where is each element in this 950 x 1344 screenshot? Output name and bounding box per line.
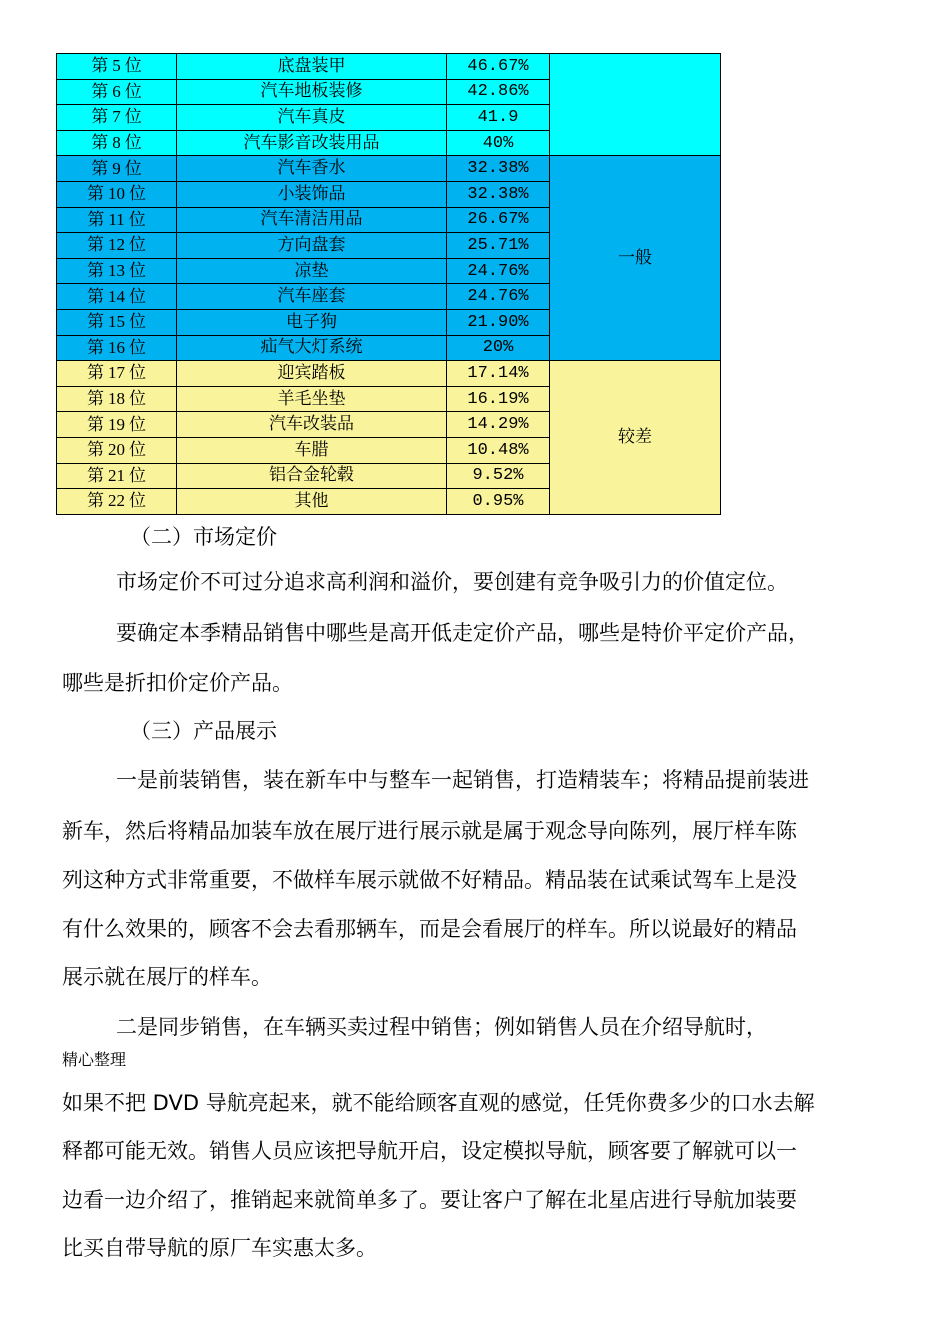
rank-suffix: 位: [129, 389, 146, 410]
rank-prefix: 第: [87, 286, 104, 307]
rank-number: 10: [108, 184, 125, 204]
rank-cell: [57, 130, 177, 156]
rank-suffix: 位: [124, 107, 142, 128]
rank-prefix: 第: [91, 56, 109, 77]
rank-number: 6: [112, 81, 121, 101]
rank-cell: [57, 463, 177, 489]
rank-number: 20: [108, 440, 125, 460]
rank-cell: [57, 54, 177, 80]
paragraph-pricing-2-line2: 哪些是折扣价定价产品。: [62, 671, 293, 695]
rank-suffix: 位: [129, 235, 146, 256]
rank-prefix: 第: [91, 107, 109, 128]
percentage-cell: 24.76%: [447, 284, 550, 310]
ranking-table: [56, 53, 721, 515]
percentage-cell: 32.38%: [447, 181, 550, 207]
item-cell: 汽车真皮: [177, 105, 447, 131]
item-cell: 方向盘套: [177, 233, 447, 259]
percentage-cell: 21.90%: [447, 309, 550, 335]
item-cell: 电子狗: [177, 309, 447, 335]
section-heading-display: （三）产品展示: [130, 719, 277, 743]
rank-suffix: 位: [124, 158, 142, 179]
rank-suffix: 位: [129, 363, 146, 384]
rank-prefix: 第: [91, 133, 109, 154]
rank-cell: [57, 361, 177, 387]
rank-cell: [57, 412, 177, 438]
rank-number: 17: [108, 363, 125, 383]
rank-number: 15: [108, 312, 125, 332]
rank-prefix: 第: [87, 414, 104, 435]
rank-number: 5: [112, 56, 121, 76]
percentage-cell: 26.67%: [447, 207, 550, 233]
percentage-cell: 14.29%: [447, 412, 550, 438]
rank-number: 7: [112, 107, 121, 127]
rank-prefix: 第: [87, 440, 104, 461]
rank-suffix: 位: [129, 286, 146, 307]
rank-number: 11: [108, 209, 125, 229]
paragraph-display-1-line5: 展示就在展厅的样车。: [62, 965, 272, 989]
paragraph-pricing-2-line1: 要确定本季精品销售中哪些是高开低走定价产品，哪些是特价平定价产品，: [116, 621, 809, 645]
rank-prefix: 第: [87, 363, 104, 384]
rank-cell: [57, 207, 177, 233]
item-cell: 铝合金轮毂: [177, 463, 447, 489]
percentage-cell: 9.52%: [447, 463, 550, 489]
percentage-cell: 0.95%: [447, 489, 550, 515]
rank-cell: [57, 156, 177, 182]
paragraph-display-1-line1: 一是前装销售，装在新车中与整车一起销售，打造精装车；将精品提前装进: [116, 768, 809, 792]
rank-number: 13: [108, 261, 125, 281]
percentage-cell: 40%: [447, 130, 550, 156]
rank-cell: [57, 335, 177, 361]
ranking-table-body: [57, 54, 721, 515]
rank-cell: [57, 284, 177, 310]
percentage-cell: 16.19%: [447, 386, 550, 412]
grade-cell-bottom: 较差: [550, 361, 721, 515]
paragraph-display-3-line3: 边看一边介绍了，推销起来就简单多了。要让客户了解在北星店进行导航加装要: [62, 1188, 797, 1212]
rank-suffix: 位: [129, 312, 146, 333]
rank-number: 8: [112, 133, 121, 153]
paragraph-display-1-line4: 有什么效果的，顾客不会去看那辆车，而是会看展厅的样车。所以说最好的精品: [62, 917, 797, 941]
rank-prefix: 第: [87, 261, 104, 282]
rank-suffix: 位: [124, 56, 142, 77]
percentage-cell: 42.86%: [447, 79, 550, 105]
paragraph-pricing-1: 市场定价不可过分追求高利润和溢价，要创建有竞争吸引力的价值定位。: [116, 570, 788, 594]
rank-suffix: 位: [129, 440, 146, 461]
rank-prefix: 第: [87, 465, 104, 486]
page-note: 精心整理: [62, 1050, 127, 1069]
rank-suffix: 位: [129, 184, 146, 205]
rank-prefix: 第: [87, 389, 104, 410]
item-cell: 汽车影音改装用品: [177, 130, 447, 156]
rank-prefix: 第: [87, 491, 104, 512]
rank-suffix: 位: [128, 209, 146, 230]
percentage-cell: 10.48%: [447, 437, 550, 463]
rank-cell: [57, 489, 177, 515]
rank-cell: [57, 437, 177, 463]
rank-cell: [57, 309, 177, 335]
grade-cell-top: [550, 54, 721, 156]
table-row: [57, 361, 721, 387]
item-cell: 其他: [177, 489, 447, 515]
rank-number: 12: [108, 235, 125, 255]
percentage-cell: 25.71%: [447, 233, 550, 259]
rank-prefix: 第: [91, 158, 109, 179]
rank-prefix: 第: [87, 184, 104, 205]
paragraph-display-3-line1: 如果不把 DVD 导航亮起来，就不能给顾客直观的感觉，任凭你费多少的口水去解: [62, 1091, 815, 1115]
rank-number: 14: [108, 286, 125, 306]
paragraph-display-1-line3: 列这种方式非常重要，不做样车展示就做不好精品。精品装在试乘试驾车上是没: [62, 868, 797, 892]
rank-cell: [57, 105, 177, 131]
percentage-cell: 41.9: [447, 105, 550, 131]
item-cell: 小装饰品: [177, 181, 447, 207]
percentage-cell: 32.38%: [447, 156, 550, 182]
rank-cell: [57, 386, 177, 412]
percentage-cell: 24.76%: [447, 258, 550, 284]
grade-cell-middle: 一般: [550, 156, 721, 361]
rank-cell: [57, 79, 177, 105]
paragraph-display-3-line2: 释都可能无效。销售人员应该把导航开启，设定模拟导航，顾客要了解就可以一: [62, 1139, 797, 1163]
item-cell: 羊毛坐垫: [177, 386, 447, 412]
item-cell: 汽车改装品: [177, 412, 447, 438]
rank-prefix: 第: [87, 209, 105, 230]
percentage-cell: 20%: [447, 335, 550, 361]
item-cell: 凉垫: [177, 258, 447, 284]
rank-cell: [57, 233, 177, 259]
rank-cell: [57, 258, 177, 284]
item-cell: 汽车清洁用品: [177, 207, 447, 233]
rank-number: 18: [108, 389, 125, 409]
table-row: [57, 156, 721, 182]
item-cell: 汽车地板装修: [177, 79, 447, 105]
rank-prefix: 第: [91, 81, 109, 102]
rank-suffix: 位: [124, 133, 142, 154]
rank-number: 21: [108, 465, 125, 485]
rank-cell: [57, 181, 177, 207]
item-cell: 车腊: [177, 437, 447, 463]
rank-suffix: 位: [129, 491, 146, 512]
item-cell: 迎宾踏板: [177, 361, 447, 387]
section-heading-pricing: （二）市场定价: [130, 525, 277, 549]
item-cell: 底盘装甲: [177, 54, 447, 80]
rank-number: 16: [108, 337, 125, 357]
rank-suffix: 位: [129, 337, 146, 358]
percentage-cell: 17.14%: [447, 361, 550, 387]
rank-prefix: 第: [87, 235, 104, 256]
percentage-cell: 46.67%: [447, 54, 550, 80]
paragraph-display-2-line1: 二是同步销售，在车辆买卖过程中销售；例如销售人员在介绍导航时，: [116, 1015, 767, 1039]
item-cell: 汽车座套: [177, 284, 447, 310]
paragraph-display-1-line2: 新车，然后将精品加装车放在展厅进行展示就是属于观念导向陈列，展厅样车陈: [62, 819, 797, 843]
rank-suffix: 位: [129, 261, 146, 282]
item-cell: 疝气大灯系统: [177, 335, 447, 361]
rank-suffix: 位: [129, 465, 146, 486]
rank-number: 9: [112, 158, 121, 178]
table-row: [57, 54, 721, 80]
rank-prefix: 第: [87, 312, 104, 333]
paragraph-display-3-line4: 比买自带导航的原厂车实惠太多。: [62, 1236, 377, 1260]
rank-number: 19: [108, 414, 125, 434]
rank-prefix: 第: [87, 337, 104, 358]
item-cell: 汽车香水: [177, 156, 447, 182]
rank-suffix: 位: [129, 414, 146, 435]
rank-number: 22: [108, 491, 125, 511]
rank-suffix: 位: [124, 81, 142, 102]
